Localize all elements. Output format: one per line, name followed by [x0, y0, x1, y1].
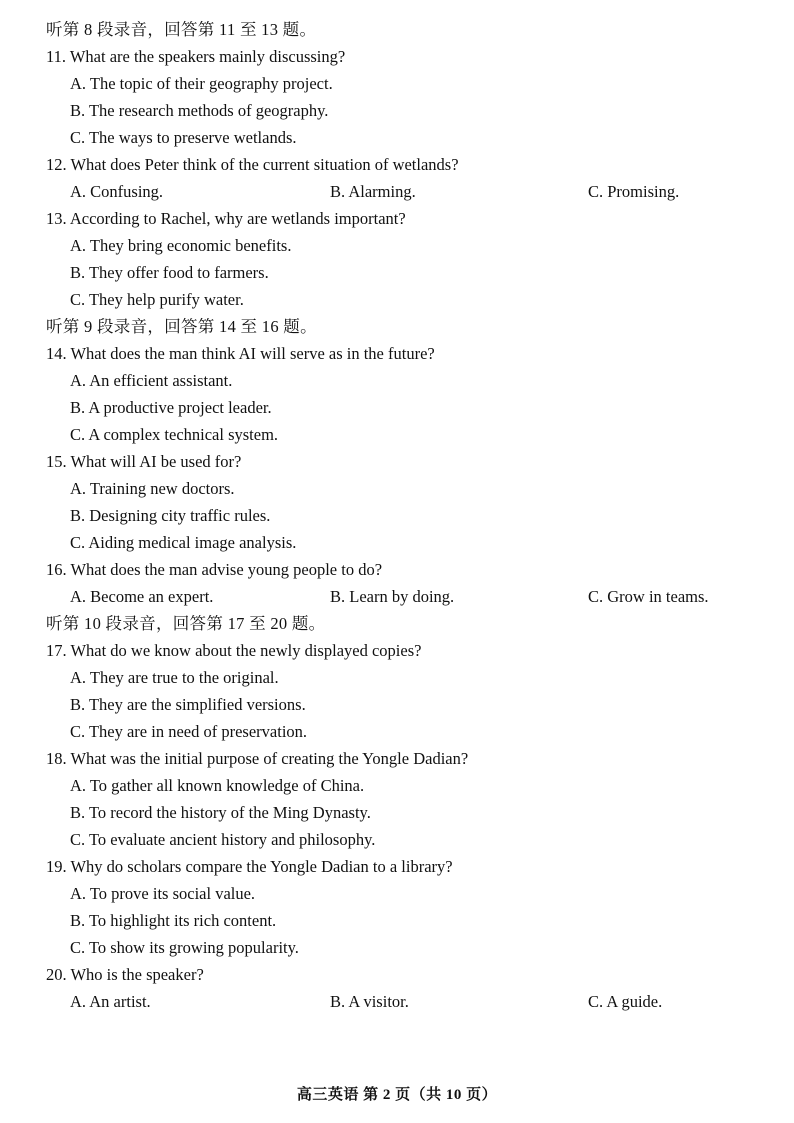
question-17-option-c: C. They are in need of preservation. [70, 722, 308, 741]
question-12-option-b: B. Alarming. [330, 182, 416, 201]
question-14-option-a: A. An efficient assistant. [70, 371, 233, 390]
question-13-stem: 13. According to Rachel, why are wetlands important? [46, 209, 406, 228]
question-15-stem: 15. What will AI be used for? [46, 452, 242, 471]
question-16-option-b: B. Learn by doing. [330, 587, 455, 606]
question-19-option-b: B. To highlight its rich content. [70, 911, 277, 930]
question-15-option-b: B. Designing city traffic rules. [70, 506, 271, 525]
question-11-option-b: B. The research methods of geography. [70, 101, 329, 120]
section-heading-8: 听第 8 段录音，回答第 11 至 13 题。 [46, 20, 317, 39]
section-heading-10: 听第 10 段录音，回答第 17 至 20 题。 [46, 614, 326, 633]
question-11-option-c: C. The ways to preserve wetlands. [70, 128, 297, 147]
question-15-option-c: C. Aiding medical image analysis. [70, 533, 297, 552]
question-18-option-c: C. To evaluate ancient history and philosophy. [70, 830, 376, 849]
question-15-option-a: A. Training new doctors. [70, 479, 235, 498]
question-12-option-c: C. Promising. [588, 182, 680, 201]
question-20-option-c: C. A guide. [588, 992, 663, 1011]
question-19-option-c: C. To show its growing popularity. [70, 938, 299, 957]
question-16-option-a: A. Become an expert. [70, 587, 214, 606]
question-16-stem: 16. What does the man advise young people to do? [46, 560, 383, 579]
question-17-option-a: A. They are true to the original. [70, 668, 279, 687]
question-12-stem: 12. What does Peter think of the current situation of wetlands? [46, 155, 459, 174]
question-14-option-c: C. A complex technical system. [70, 425, 279, 444]
question-13-option-a: A. They bring economic benefits. [70, 236, 292, 255]
question-18-stem: 18. What was the initial purpose of creating the Yongle Dadian? [46, 749, 469, 768]
question-17-stem: 17. What do we know about the newly displayed copies? [46, 641, 422, 660]
question-11-stem: 11. What are the speakers mainly discussing? [46, 47, 346, 66]
question-19-option-a: A. To prove its social value. [70, 884, 256, 903]
question-18-option-a: A. To gather all known knowledge of China. [70, 776, 365, 795]
question-16-option-c: C. Grow in teams. [588, 587, 709, 606]
question-20-stem: 20. Who is the speaker? [46, 965, 204, 984]
question-20-option-a: A. An artist. [70, 992, 151, 1011]
question-12-option-a: A. Confusing. [70, 182, 164, 201]
question-14-stem: 14. What does the man think AI will serve as in the future? [46, 344, 435, 363]
question-18-option-b: B. To record the history of the Ming Dynasty. [70, 803, 371, 822]
question-13-option-c: C. They help purify water. [70, 290, 244, 309]
question-20-option-b: B. A visitor. [330, 992, 409, 1011]
question-19-stem: 19. Why do scholars compare the Yongle Dadian to a library? [46, 857, 453, 876]
page-footer: 高三英语 第 2 页（共 10 页） [296, 1087, 498, 1103]
question-11-option-a: A. The topic of their geography project. [70, 74, 333, 93]
section-heading-9: 听第 9 段录音，回答第 14 至 16 题。 [46, 317, 317, 336]
question-13-option-b: B. They offer food to farmers. [70, 263, 269, 282]
question-14-option-b: B. A productive project leader. [70, 398, 272, 417]
question-17-option-b: B. They are the simplified versions. [70, 695, 306, 714]
